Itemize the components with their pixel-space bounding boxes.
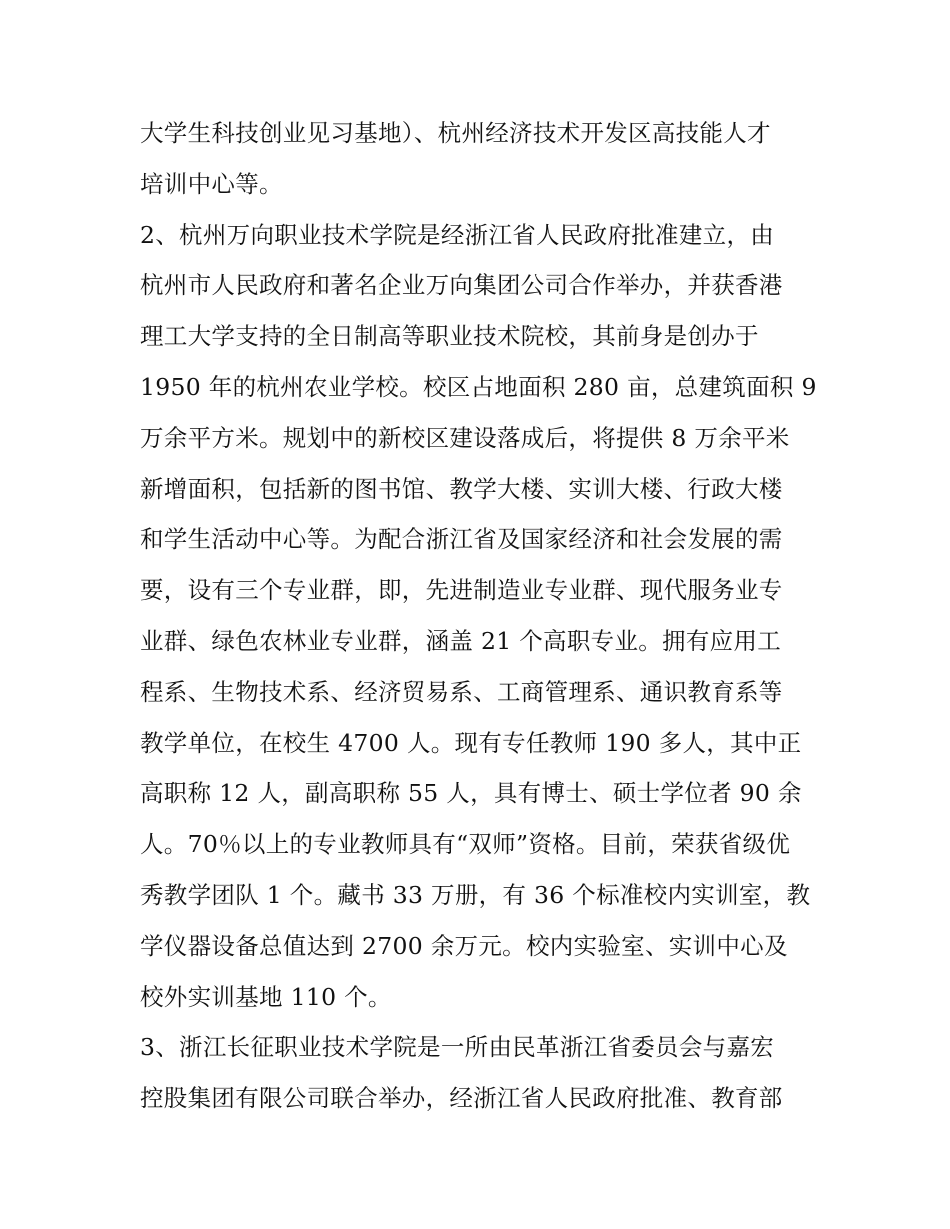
text-line: 秀教学团队 1 个。藏书 33 万册，有 36 个标准校内实训室，教: [140, 880, 811, 909]
text-line: 学仪器设备总值达到 2700 余万元。校内实验室、实训中心及: [140, 931, 788, 960]
text-line: 杭州市人民政府和著名企业万向集团公司合作举办，并获香港: [140, 271, 783, 300]
document-body: [140, 108, 820, 1124]
text-line: 新增面积，包括新的图书馆、教学大楼、实训大楼、行政大楼: [140, 474, 783, 503]
text-line: 教学单位，在校生 4700 人。现有专任教师 190 多人，其中正: [140, 728, 802, 757]
text-line: 校外实训基地 110 个。: [140, 982, 392, 1011]
text-line: 人。70％以上的专业教师具有“双师”资格。目前，荣获省级优: [140, 830, 791, 859]
text-line: 要，设有三个专业群，即，先进制造业专业群、现代服务业专: [140, 576, 783, 605]
text-line: 业群、绿色农林业专业群，涵盖 21 个高职专业。拥有应用工: [140, 626, 782, 655]
text-line: 理工大学支持的全日制高等职业技术院校，其前身是创办于: [140, 322, 759, 351]
text-line: 控股集团有限公司联合举办，经浙江省人民政府批准、教育部: [140, 1084, 783, 1113]
text-line: 培训中心等。: [140, 169, 283, 198]
text-line: 1950 年的杭州农业学校。校区占地面积 280 亩，总建筑面积 9: [140, 372, 817, 401]
text-line: 程系、生物技术系、经济贸易系、工商管理系、通识教育系等: [140, 677, 783, 706]
text-line: 3、浙江长征职业技术学院是一所由民革浙江省委员会与嘉宏: [140, 1033, 775, 1062]
text-line: 2、杭州万向职业技术学院是经浙江省人民政府批准建立，由: [140, 220, 775, 249]
text-line: 高职称 12 人，副高职称 55 人，具有博士、硕士学位者 90 余: [140, 779, 802, 808]
text-line: 和学生活动中心等。为配合浙江省及国家经济和社会发展的需: [140, 525, 783, 554]
text-line: 万余平方米。规划中的新校区建设落成后，将提供 8 万余平米: [140, 423, 790, 452]
text-line: 大学生科技创业见习基地）、杭州经济技术开发区高技能人才: [140, 119, 771, 147]
